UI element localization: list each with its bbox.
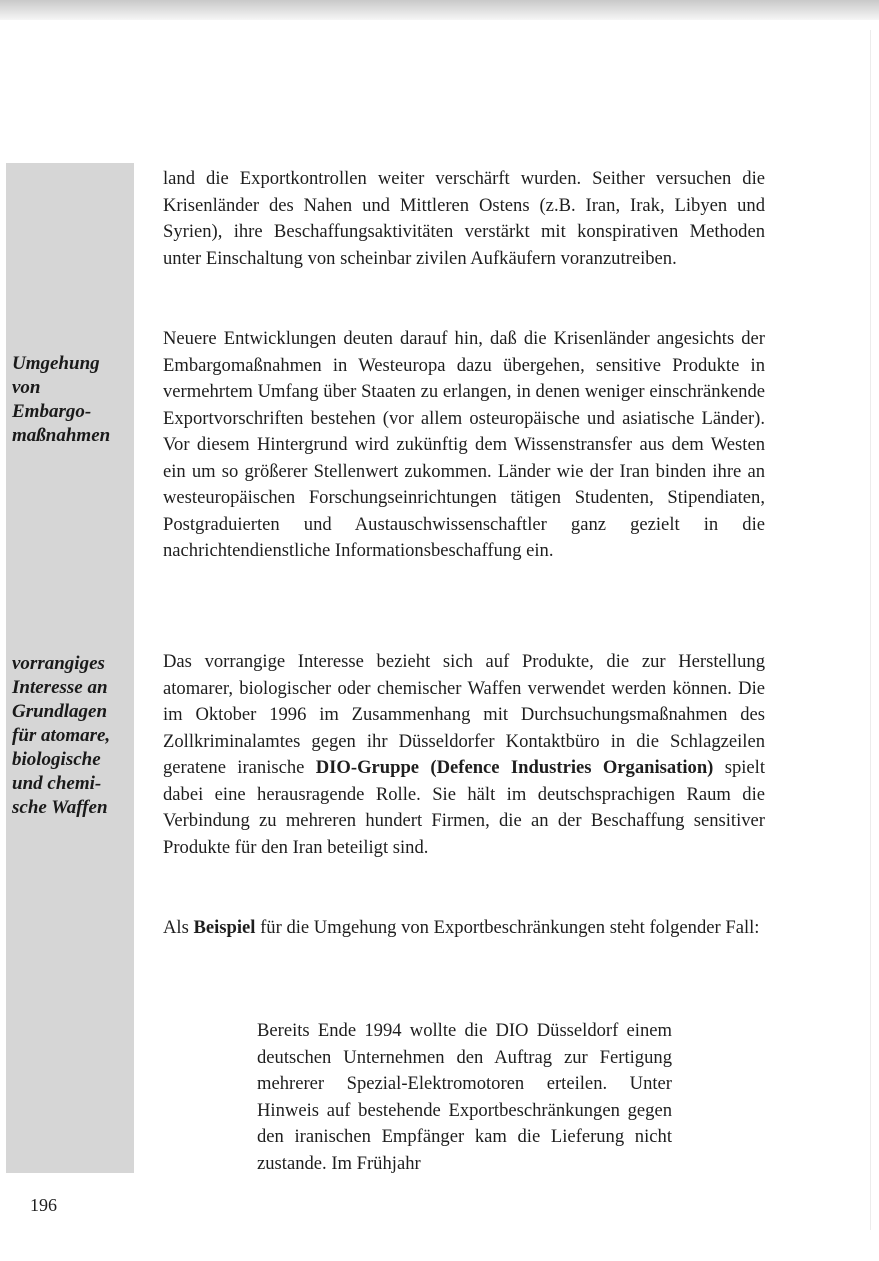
margin-note-line: Umgehung	[12, 353, 100, 374]
paragraph-text: für die Umgehung von Exportbeschränkungen steht folgender Fall:	[255, 917, 760, 938]
margin-note-line: Embargo-	[12, 401, 92, 422]
paragraph-text: spielt dabei eine herausragende Rolle. Sie hält im deutschsprachigen Raum die Verbindung zu mehreren hundert Firmen, die an der Beschaffung sensitiver Produkte für den Iran beteiligt sind.	[163, 757, 765, 858]
margin-note-line: und chemi-	[12, 773, 102, 794]
margin-note-line: von	[12, 377, 41, 398]
margin-note-embargo	[12, 352, 132, 448]
paragraph-text: Als	[163, 917, 194, 938]
margin-note-line: maßnahmen	[12, 425, 111, 446]
margin-note-line: biologische	[12, 749, 101, 770]
paragraph-text: Das vorrangige Interesse bezieht sich auf Produkte, die zur Herstellung atomarer, biologischer oder chemischer Waffen verwendet werden können. Die im Oktober 1996 im Zusammenhang mit Durchsuchungsmaßnahmen des Zollkriminalamtes gegen ihr Düsseldorfer Kontaktbüro in die Schlagzeilen geratene iranische	[163, 651, 765, 778]
paragraph-new-developments: Neuere Entwicklungen deuten darauf hin, daß die Krisenländer angesichts der Embargomaßnahmen in Westeuropa dazu übergehen, sensitive Produkte in vermehrtem Umfang über Staaten zu erlangen, in denen weniger einschränkende Exportvorschriften bestehen (vor allem osteuropäische und asiatische Länder). Vor diesem Hintergrund wird zukünftig dem Wissenstransfer aus dem Westen ein um so größerer Stellenwert zukommen. Länder wie der Iran binden ihre an westeuropäischen Forschungseinrichtungen tätigen Studenten, Stipendiaten, Postgraduierten und Austauschwissenschaftler ganz gezielt in die nachrichtendienstliche Informationsbeschaffung ein.	[163, 328, 765, 561]
margin-note-line: für atomare,	[12, 725, 111, 746]
scan-right-edge	[870, 30, 871, 1230]
dio-group-highlight: DIO-Gruppe (Defence Industries Organisation)	[315, 757, 714, 778]
paragraph-example	[163, 915, 765, 942]
margin-note-line: vorrangiges	[12, 653, 105, 674]
page-number: 196	[30, 1195, 57, 1215]
margin-note-interest	[12, 652, 132, 820]
example-highlight: Beispiel	[193, 917, 256, 938]
margin-note-line: sche Waffen	[12, 797, 108, 818]
paragraph-export-controls: land die Exportkontrollen weiter verschärft wurden. Seither versuchen die Krisenländer des Nahen und Mittleren Ostens (z.B. Iran, Irak, Libyen und Syrien), ihre Beschaffungsaktivitäten verstärkt mit konspirativen Methoden unter Einschaltung von scheinbar zivilen Aufkäufern voranzutreiben.	[163, 168, 765, 269]
case-quote: Bereits Ende 1994 wollte die DIO Düsseldorf einem deutschen Unternehmen den Auftrag zur Fertigung mehrerer Spezial-Elektromotoren erteilen. Unter Hinweis auf bestehende Exportbeschränkungen gegen den iranischen Empfänger kam die Lieferung nicht zustande. Im Frühjahr	[257, 1020, 672, 1174]
paragraph-dio-group	[163, 649, 765, 861]
scan-top-edge	[0, 0, 879, 20]
margin-note-line: Interesse an	[12, 677, 108, 698]
margin-note-line: Grundlagen	[12, 701, 108, 722]
